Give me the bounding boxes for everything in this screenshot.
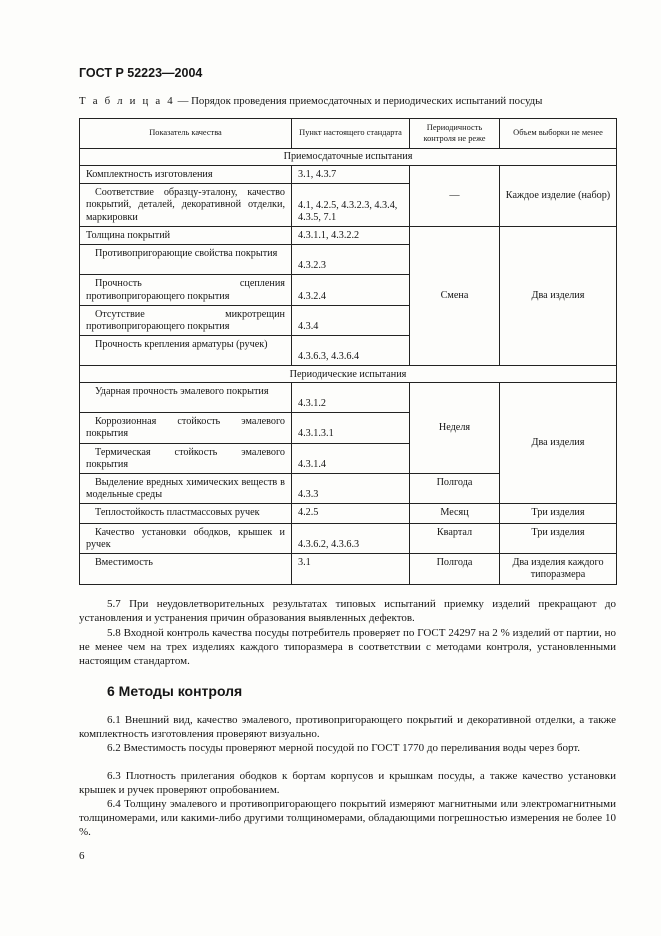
sample-two-items-periodic: Два изделия bbox=[500, 383, 617, 504]
sample-three-items: Три изделия bbox=[500, 504, 617, 523]
sample-each-item: Каждое изделие (набор) bbox=[500, 166, 617, 227]
paragraph-6-1: 6.1 Внешний вид, качество эмалевого, противопригорающего покрытий и декоративной отделки, а также комплектность изготовления проверяют визуально. bbox=[79, 714, 616, 741]
paragraph-6-2: 6.2 Вместимость посуды проверяют мерной посудой по ГОСТ 1770 до переливания воды через борт. bbox=[107, 742, 581, 754]
header-periodicity: Периодичность контроля не реже bbox=[410, 119, 500, 149]
clause-cell: 4.3.6.3, 4.3.6.4 bbox=[292, 336, 410, 366]
section-acceptance: Приемосдаточные испытания bbox=[80, 149, 617, 166]
sample-two-items-each-size: Два изделия каждого типоразмера bbox=[500, 554, 617, 585]
clause-cell: 3.1, 4.3.7 bbox=[292, 166, 410, 184]
clause-cell: 4.3.1.3.1 bbox=[292, 413, 410, 443]
table-caption-prefix: Т а б л и ц а 4 bbox=[79, 95, 175, 107]
header-indicator: Показатель качества bbox=[80, 119, 292, 149]
header-clause: Пункт настоящего стандарта bbox=[292, 119, 410, 149]
indicator-cell: Вместимость bbox=[95, 557, 153, 569]
periodicity-month: Месяц bbox=[410, 504, 500, 523]
indicator-cell: Коррозионная стойкость эмалевого покрытия bbox=[86, 416, 285, 440]
clause-cell: 4.3.1.4 bbox=[292, 443, 410, 473]
indicator-cell: Толщина покрытий bbox=[80, 227, 292, 245]
clause-cell: 4.3.1.1, 4.3.2.2 bbox=[292, 227, 410, 245]
clause-cell: 4.3.4 bbox=[292, 305, 410, 335]
indicator-cell: Комплектность изготовления bbox=[80, 166, 292, 184]
clause-cell: 4.1, 4.2.5, 4.3.2.3, 4.3.4, 4.3.5, 7.1 bbox=[292, 184, 410, 227]
table-caption bbox=[79, 95, 619, 107]
header-sample: Объем выборки не менее bbox=[500, 119, 617, 149]
indicator-cell: Прочность крепления арматуры (ручек) bbox=[95, 339, 268, 351]
testing-order-table bbox=[79, 118, 617, 585]
periodicity-shift: Смена bbox=[410, 227, 500, 366]
periodicity-half-year: Полгода bbox=[410, 474, 500, 504]
paragraph-5-7: 5.7 При неудовлетворительных результатах типовых испытаний приемку изделий прекращают до установления и устранения причин образования выявленных дефектов. bbox=[79, 598, 616, 625]
clause-cell: 4.3.2.3 bbox=[292, 245, 410, 275]
periodicity-dash: — bbox=[410, 166, 500, 227]
clause-cell: 4.3.6.2, 4.3.6.3 bbox=[292, 523, 410, 553]
indicator-cell: Качество установки ободков, крышек и ручек bbox=[86, 526, 285, 550]
table-row bbox=[80, 227, 617, 245]
clause-cell: 4.3.1.2 bbox=[292, 383, 410, 413]
clause-cell: 3.1 bbox=[292, 554, 410, 585]
document-code: ГОСТ Р 52223—2004 bbox=[79, 66, 203, 80]
table-row bbox=[80, 523, 617, 553]
table-header-row bbox=[80, 119, 617, 149]
clause-cell: 4.3.3 bbox=[292, 474, 410, 504]
indicator-cell: Выделение вредных химических веществ в модельные среды bbox=[86, 477, 285, 501]
sample-two-items: Два изделия bbox=[500, 227, 617, 366]
periodicity-week: Неделя bbox=[410, 383, 500, 474]
indicator-cell: Теплостойкость пластмассовых ручек bbox=[95, 507, 260, 519]
indicator-cell: Термическая стойкость эмалевого покрытия bbox=[86, 446, 285, 470]
indicator-cell: Противопригорающие свойства покрытия bbox=[95, 248, 278, 260]
clause-cell: 4.2.5 bbox=[292, 504, 410, 523]
table-caption-text: — Порядок проведения приемосдаточных и периодических испытаний посуды bbox=[174, 95, 543, 107]
periodicity-quarter: Квартал bbox=[410, 523, 500, 553]
paragraph-6-3: 6.3 Плотность прилегания ободков к бортам корпусов и крышкам посуды, а также качество установки крышек и ручек проверяют опробованием. bbox=[79, 770, 616, 797]
indicator-cell: Соответствие образцу-эталону, качество покрытий, деталей, декоративной отделки, маркировки bbox=[86, 187, 285, 223]
sample-three-items-quarter: Три изделия bbox=[500, 523, 617, 553]
page-number: 6 bbox=[79, 850, 85, 862]
table-row bbox=[80, 504, 617, 523]
table-row bbox=[80, 554, 617, 585]
indicator-cell: Отсутствие микротрещин противопригорающего покрытия bbox=[86, 308, 285, 333]
table-row bbox=[80, 166, 617, 184]
section-periodic: Периодические испытания bbox=[80, 366, 617, 383]
indicator-cell: Прочность сцепления противопригорающего покрытия bbox=[86, 278, 285, 302]
periodicity-half-year-capacity: Полгода bbox=[410, 554, 500, 585]
section-6-heading: 6 Методы контроля bbox=[107, 683, 243, 699]
paragraph-6-4: 6.4 Толщину эмалевого и противопригорающего покрытий измеряют магнитными или электромагнитными толщиномерами, или какими-либо другими толщиномерами, обладающими погрешностью измерения не более 10 %. bbox=[79, 798, 616, 839]
table-row bbox=[80, 383, 617, 413]
paragraph-5-8: 5.8 Входной контроль качества посуды потребитель проверяет по ГОСТ 24297 на 2 % изделий от партии, но не менее чем на трех изделиях каждого типоразмера в соответствии с методами контроля, установленными настоящим стандартом. bbox=[79, 627, 616, 668]
indicator-cell: Ударная прочность эмалевого покрытия bbox=[95, 386, 269, 398]
clause-cell: 4.3.2.4 bbox=[292, 275, 410, 305]
